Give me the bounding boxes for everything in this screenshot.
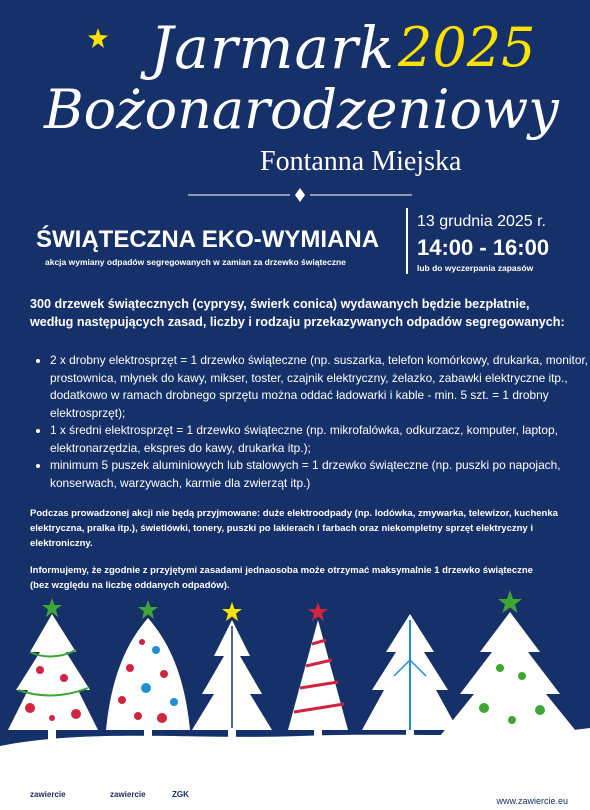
event-subtitle: akcja wymiany odpadów segregowanych w zamian za drzewko świąteczne <box>45 257 346 267</box>
availability-note: lub do wyczerpania zapasów <box>417 263 534 273</box>
list-item: • 1 x średni elektrosprzęt = 1 drzewko świąteczne (np. mikrofalówka, odkurzacz, komputer, laptop, elektronarzędzia, ekspres do kawy, drukarka itp.); <box>50 422 590 457</box>
logo-zawiercie-recycling: zawiercie <box>110 790 146 799</box>
info-text: Informujemy, że zgodnie z przyjętymi zasadami jednaosoba może otrzymać maksymalnie 1 drzewko świąteczne (bez względu na liczbę oddanych odpadów). <box>30 565 533 591</box>
event-name: ŚWIĄTECZNA EKO-WYMIANA <box>36 226 380 253</box>
year: 2025 <box>398 16 536 79</box>
star-icon <box>308 602 328 621</box>
snow-ground <box>0 728 590 790</box>
tree-1 <box>8 614 98 740</box>
divider-vertical <box>406 208 408 274</box>
website-url: www.zawiercie.eu <box>496 796 568 806</box>
rules-list <box>28 352 590 492</box>
star-icon <box>138 600 158 619</box>
list-item: • 2 x drobny elektrosprzęt = 1 drzewko świąteczne (np. suszarka, telefon komórkowy, drukarka, monitor, prostownica, młynek do kawy, mikser, toster, czajnik elektryczny, żelazko, zabawki elektryczne itp., dodatkowo w ramach drobnego sprzętu można oddać ładowarki i kable - min. 5 szt. = 1 drobny elektrosprzęt); <box>50 352 590 422</box>
event-time: 14:00 - 16:00 <box>417 235 550 260</box>
exclusions-text: Podczas prowadzonej akcji nie będą przyjmowane: duże elektroodpady (np. lodówka, zmywarka, telewizor, kuchenka elektryczna, pralka itp.), świetlówki, tonery, puszki po lakierach i farbach oraz niekompletny sprzęt elektryczny i elektroniczny. <box>30 508 558 549</box>
star-icon <box>222 602 242 621</box>
tree-5 <box>362 614 458 740</box>
star-icon <box>88 28 108 48</box>
event-date: 13 grudnia 2025 r. <box>417 213 546 230</box>
footer <box>0 788 590 810</box>
christmas-trees-illustration <box>0 590 590 790</box>
tree-6 <box>440 612 580 746</box>
logo-zawiercie: zawiercie <box>30 790 66 799</box>
list-item: • minimum 5 puszek aluminiowych lub stalowych = 1 drzewko świąteczne (np. puszki po napojach, konserwach, warzywach, karmie dla zwierząt itp.) <box>50 457 590 492</box>
venue: Fontanna Miejska <box>260 146 462 177</box>
intro-text: 300 drzewek świątecznych (cyprysy, świerk conica) wydawanych będzie bezpłatnie, według następujących zasad, liczby i rodzaju przekazywanych odpadów segregowanych: <box>30 297 565 329</box>
decorative-divider <box>188 188 412 202</box>
logo-zgk: ZGK <box>172 790 189 799</box>
title-line-2: Bożonarodzeniowy <box>44 78 559 141</box>
star-icon <box>498 590 522 613</box>
tree-3 <box>192 620 272 740</box>
title-line-1: Jarmark <box>150 14 396 82</box>
tree-4 <box>288 620 348 740</box>
tree-2 <box>106 618 190 740</box>
